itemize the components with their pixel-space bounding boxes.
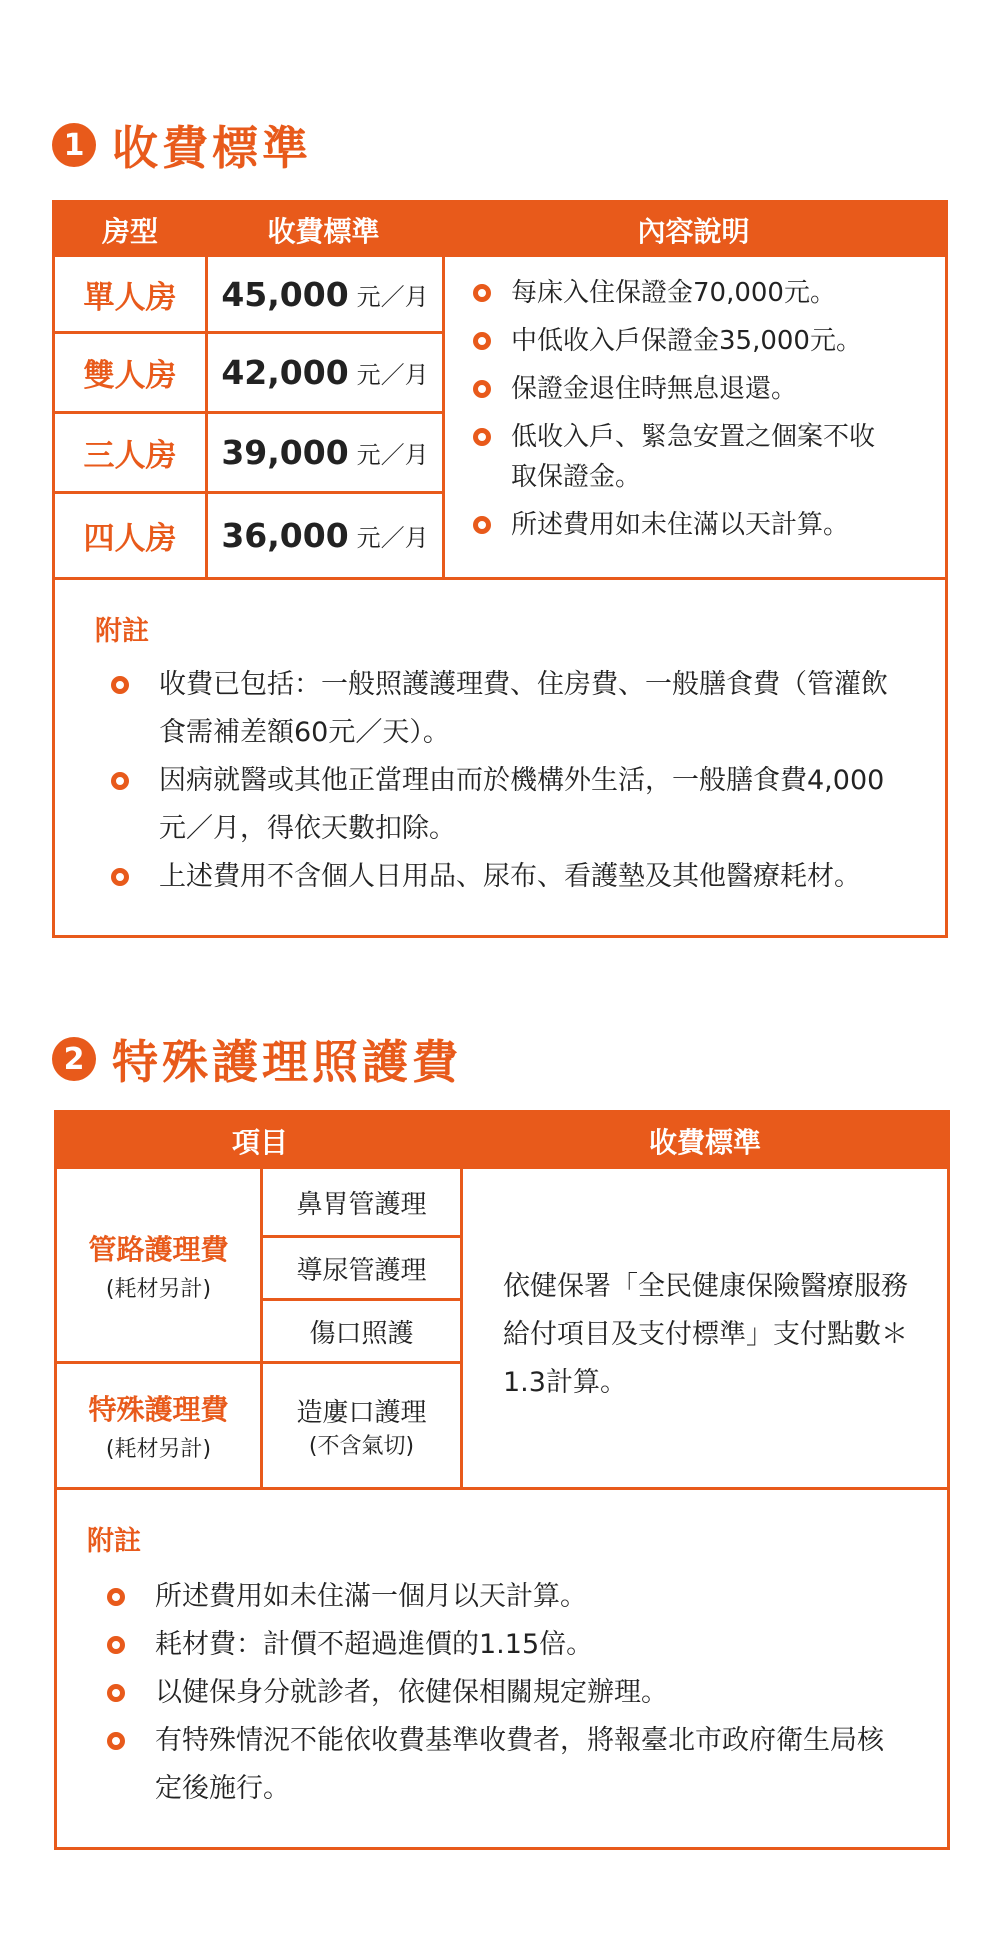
list-item: 以健保身分就診者，依健保相關規定辦理。 [103,1669,903,1717]
category-special-care: 特殊護理費 (耗材另計) [88,1393,229,1462]
item-wound-care: 傷口照護 [309,1318,414,1349]
list-item: 因病就醫或其他正當理由而於機構外生活，一般膳食費4,000元／月，得依天數扣除。 [107,757,907,853]
list-item: 每床入住保證金70,000元。 [473,273,923,313]
room-name-triple: 三人房 [83,438,177,474]
list-item: 收費已包括：一般照護護理費、住房費、一般膳食費（管灌飲食需補差額60元／天）。 [107,661,907,757]
section2-heading [52,1026,462,1092]
fee-table [52,200,948,938]
section1-heading [52,112,312,178]
section2-title: 特殊護理照護費 [112,1035,462,1089]
list-item: 中低收入戶保證金35,000元。 [473,321,923,361]
list-item: 有特殊情況不能依收費基準收費者，將報臺北市政府衛生局核定後施行。 [103,1717,903,1813]
special-fee-description: 依健保署「全民健康保險醫療服務給付項目及支付標準」支付點數＊1.3計算。 [503,1271,908,1398]
category-tube-care: 管路護理費 (耗材另計) [88,1232,229,1302]
header-item: 項目 [57,1113,463,1169]
list-item: 所述費用如未住滿以天計算。 [473,505,923,545]
item-catheter-care: 導尿管護理 [296,1255,427,1286]
room-price-triple: 39,000 元／月 [221,433,429,472]
room-name-quad: 四人房 [83,521,177,557]
fee-description-list [473,273,923,545]
list-item: 低收入戶、緊急安置之個案不收取保證金。 [473,417,923,497]
room-name-double: 雙人房 [83,358,177,394]
header-fee-standard: 收費標準 [463,1113,947,1169]
list-item: 上述費用不含個人日用品、尿布、看護墊及其他醫療耗材。 [107,853,907,901]
section1-note-title: 附註 [95,616,149,647]
header-fee: 收費標準 [205,203,442,257]
room-price-single: 45,000 元／月 [221,274,429,314]
room-price-double: 42,000 元／月 [221,353,429,392]
item-nasogastric-care: 鼻胃管護理 [296,1189,427,1220]
special-care-table [54,1110,950,1850]
section2-note-title: 附註 [87,1526,141,1557]
section1-title: 收費標準 [112,121,312,175]
item-stoma-care: 造廔口護理 (不含氣切) [296,1397,427,1459]
section2-note-list [103,1573,903,1813]
room-name-single: 單人房 [83,279,177,316]
header-room-type: 房型 [55,203,205,257]
list-item: 所述費用如未住滿一個月以天計算。 [103,1573,903,1621]
room-price-quad: 36,000 元／月 [221,516,429,555]
header-description: 內容說明 [442,203,945,257]
section1-note-list [107,661,907,901]
section1-number-badge: 1 [52,123,96,167]
list-item: 保證金退住時無息退還。 [473,369,923,409]
list-item: 耗材費：計價不超過進價的1.15倍。 [103,1621,903,1669]
section2-number-badge: 2 [52,1037,96,1081]
